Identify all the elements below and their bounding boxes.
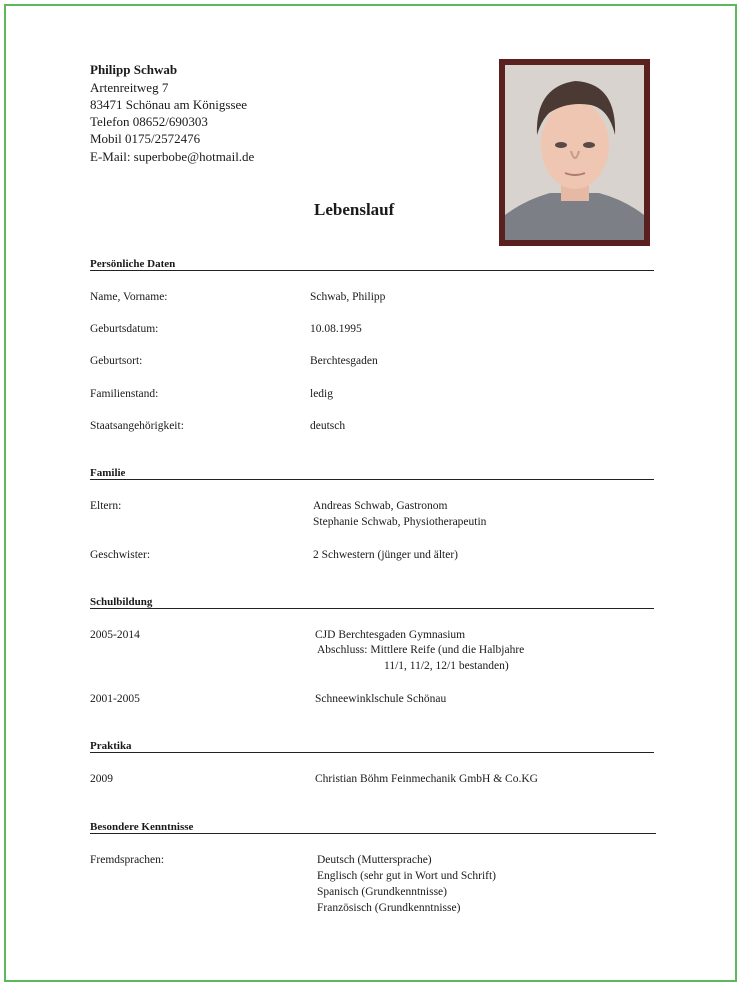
section-heading-personal: Persönliche Daten [90,258,176,270]
school-period: 2001-2005 [90,693,140,705]
section-divider [90,608,654,609]
section-divider [90,833,656,834]
label-nationality: Staatsangehörigkeit: [90,420,184,432]
value-siblings: 2 Schwestern (jünger und älter) [313,549,458,561]
language-item: Spanisch (Grundkenntnisse) [317,886,447,898]
section-divider [90,479,654,480]
label-birthdate: Geburtsdatum: [90,323,159,335]
section-heading-school: Schulbildung [90,596,153,608]
portrait-image [505,65,644,240]
section-heading-internships: Praktika [90,740,132,752]
language-item: Deutsch (Muttersprache) [317,854,432,866]
value-nationality: deutsch [310,420,346,432]
label-siblings: Geschwister: [90,549,151,561]
section-heading-skills: Besondere Kenntnisse [90,821,194,833]
school-period: 2005-2014 [90,629,140,641]
value-birthplace: Berchtesgaden [310,355,378,367]
label-languages: Fremdsprachen: [90,854,165,866]
value-name: Schwab, Philipp [310,291,386,303]
applicant-name: Philipp Schwab [90,62,178,77]
school-degree: Abschluss: Mittlere Reife (und die Halbjahre [317,644,525,656]
value-marital-status: ledig [310,388,333,400]
value-mother: Stephanie Schwab, Physiotherapeutin [313,516,487,528]
label-parents: Eltern: [90,500,122,512]
school-degree-detail: 11/1, 11/2, 12/1 bestanden) [384,660,509,672]
label-name: Name, Vorname: [90,291,168,303]
school-name: CJD Berchtesgaden Gymnasium [315,629,466,641]
language-item: Englisch (sehr gut in Wort und Schrift) [317,870,497,882]
school-name: Schneewinklschule Schönau [315,693,447,705]
address-street: Artenreitweg 7 [90,80,169,95]
email-address: E-Mail: superbobe@hotmail.de [90,149,255,164]
value-birthdate: 10.08.1995 [310,323,362,335]
section-divider [90,752,654,753]
internship-company: Christian Böhm Feinmechanik GmbH & Co.KG [315,773,538,785]
section-heading-family: Familie [90,467,126,479]
label-birthplace: Geburtsort: [90,355,143,367]
applicant-photo [499,59,650,246]
language-item: Französisch (Grundkenntnisse) [317,902,461,914]
value-father: Andreas Schwab, Gastronom [313,500,448,512]
document-title: Lebenslauf [314,200,395,219]
label-marital-status: Familienstand: [90,388,159,400]
mobile-number: Mobil 0175/2572476 [90,131,201,146]
internship-year: 2009 [90,773,113,785]
address-city: 83471 Schönau am Königssee [90,97,248,112]
section-divider [90,270,654,271]
phone-number: Telefon 08652/690303 [90,114,208,129]
